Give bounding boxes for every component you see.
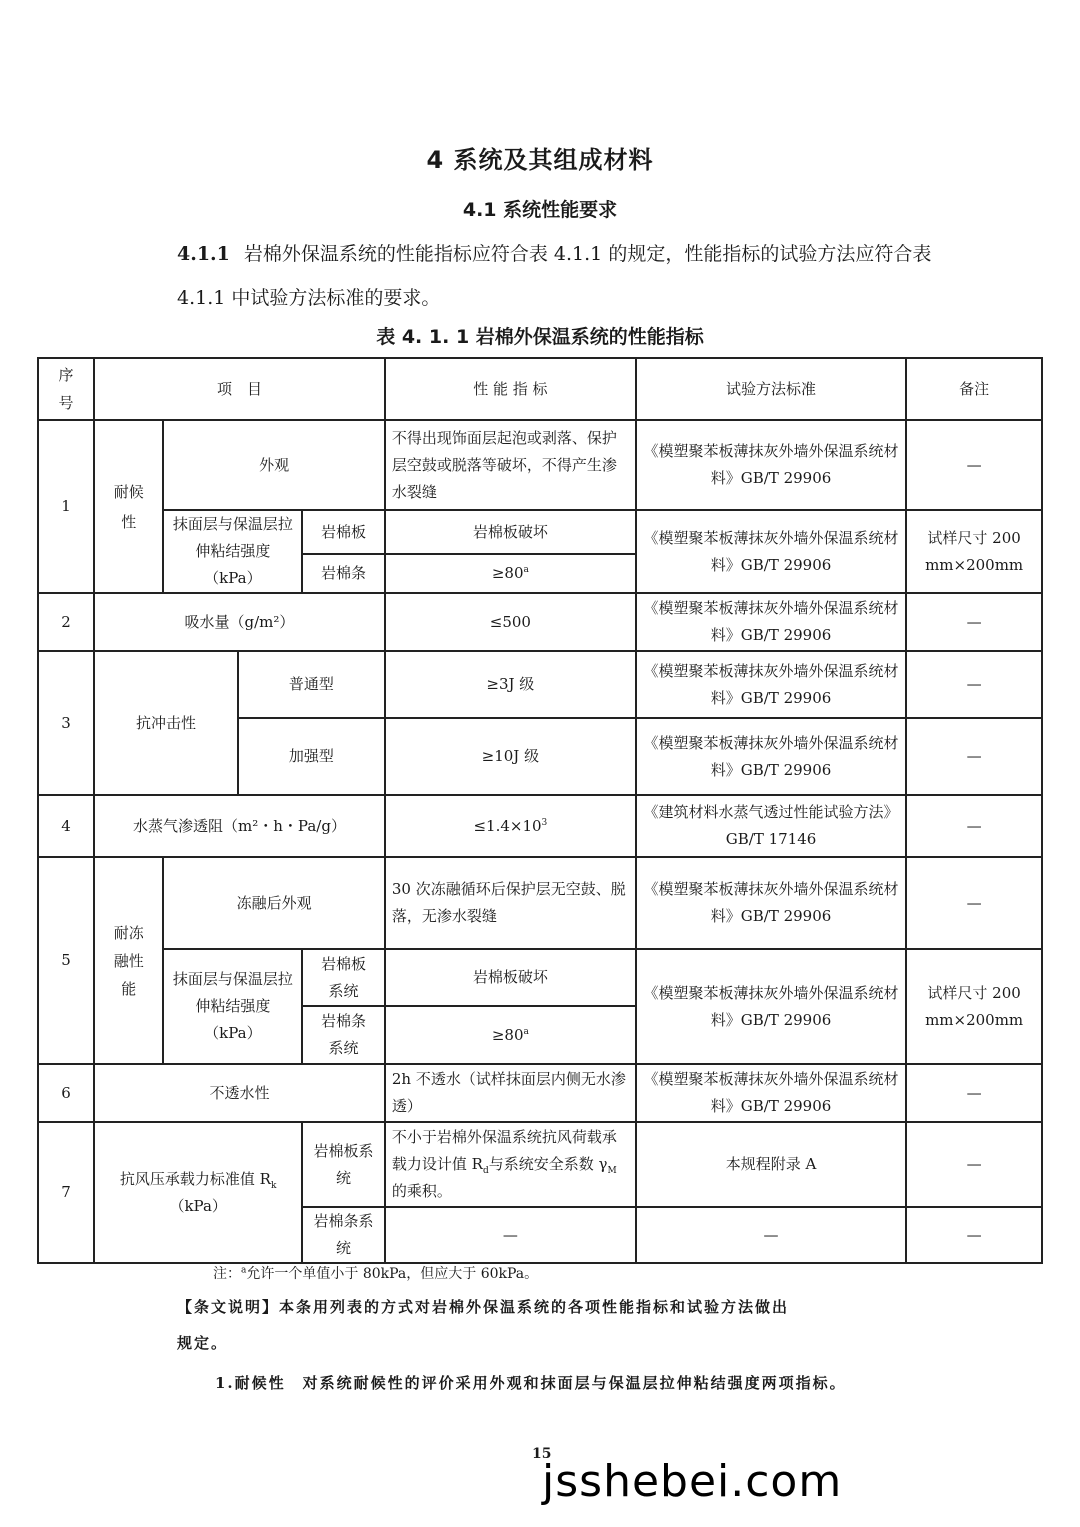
row7-board-method: 本规程附录 A bbox=[636, 1122, 906, 1207]
row1-bond: 抹面层与保温层拉伸粘结强度（kPa） bbox=[163, 510, 302, 593]
row7-item: 抗风压承载力标准值 $R_k$ （kPa） bbox=[94, 1122, 302, 1263]
row5-appearance-indicator: 30 次冻融循环后保护层无空鼓、脱落，无渗水裂缝 bbox=[385, 857, 636, 949]
page-number: 15 bbox=[532, 1446, 552, 1462]
row5-appearance-method: 《模塑聚苯板薄抹灰外墙外保温系统材料》GB/T 29906 bbox=[636, 857, 906, 949]
row3-normal-remark: — bbox=[906, 651, 1042, 718]
header-remark: 备注 bbox=[906, 358, 1042, 420]
clause-text: 岩棉外保温系统的性能指标应符合表 4.1.1 的规定，性能指标的试验方法应符合表 4.1.1 中试验方法标准的要求。 bbox=[177, 243, 932, 309]
row5-strip: 岩棉条系统 bbox=[302, 1006, 385, 1064]
row1-group: 耐候性 bbox=[94, 420, 163, 593]
clause-number: 4.1.1 bbox=[177, 243, 230, 265]
table-row bbox=[38, 420, 1042, 510]
row2-remark: — bbox=[906, 593, 1042, 651]
row1-appearance-remark: — bbox=[906, 420, 1042, 510]
row3-reinforced: 加强型 bbox=[238, 718, 385, 795]
row1-strip: 岩棉条 bbox=[302, 554, 385, 593]
row2-indicator: ≤500 bbox=[385, 593, 636, 651]
row2-method: 《模塑聚苯板薄抹灰外墙外保温系统材料》GB/T 29906 bbox=[636, 593, 906, 651]
row6-item: 不透水性 bbox=[94, 1064, 385, 1122]
row5-seq: 5 bbox=[38, 857, 94, 1064]
row7-seq: 7 bbox=[38, 1122, 94, 1263]
row1-bond-remark: 试样尺寸 200 mm×200mm bbox=[906, 510, 1042, 593]
row6-indicator: 2h 不透水（试样抹面层内侧无水渗透） bbox=[385, 1064, 636, 1122]
performance-table bbox=[37, 357, 1043, 1264]
row1-board-indicator: 岩棉板破坏 bbox=[385, 510, 636, 554]
row3-group: 抗冲击性 bbox=[94, 651, 238, 795]
row6-method: 《模塑聚苯板薄抹灰外墙外保温系统材料》GB/T 29906 bbox=[636, 1064, 906, 1122]
row4-remark: — bbox=[906, 795, 1042, 857]
row3-reinforced-remark: — bbox=[906, 718, 1042, 795]
row3-normal-indicator: ≥3J 级 bbox=[385, 651, 636, 718]
row2-item: 吸水量（g/m²） bbox=[94, 593, 385, 651]
row7-board-remark: — bbox=[906, 1122, 1042, 1207]
row4-indicator: $\le 1.4\times 10^3$ bbox=[385, 795, 636, 857]
table-row bbox=[38, 949, 1042, 1006]
row1-board: 岩棉板 bbox=[302, 510, 385, 554]
table-row bbox=[38, 1064, 1042, 1122]
row3-seq: 3 bbox=[38, 651, 94, 795]
header-seq: 序号 bbox=[38, 358, 94, 420]
table-row bbox=[38, 651, 1042, 718]
table-row bbox=[38, 857, 1042, 949]
explanation-line-1: 【条文说明】本条用列表的方式对岩棉外保温系统的各项性能指标和试验方法做出 bbox=[177, 1298, 790, 1316]
row5-appearance-remark: — bbox=[906, 857, 1042, 949]
row1-bond-method: 《模塑聚苯板薄抹灰外墙外保温系统材料》GB/T 29906 bbox=[636, 510, 906, 593]
row5-bond: 抹面层与保温层拉伸粘结强度（kPa） bbox=[163, 949, 302, 1064]
row1-strip-indicator: $\ge 80^a$ bbox=[385, 554, 636, 593]
table-row bbox=[38, 593, 1042, 651]
row7-strip-remark: — bbox=[906, 1207, 1042, 1263]
row5-group: 耐冻融性能 bbox=[94, 857, 163, 1064]
table-note: 注：$^a$允许一个单值小于 80kPa，但应大于 60kPa。 bbox=[213, 1265, 539, 1282]
row4-seq: 4 bbox=[38, 795, 94, 857]
table-row bbox=[38, 510, 1042, 554]
row5-bond-method: 《模塑聚苯板薄抹灰外墙外保温系统材料》GB/T 29906 bbox=[636, 949, 906, 1064]
row7-strip-method: — bbox=[636, 1207, 906, 1263]
header-item: 项 目 bbox=[94, 358, 385, 420]
table-header-row bbox=[38, 358, 1042, 420]
header-method: 试验方法标准 bbox=[636, 358, 906, 420]
table-caption: 表 4. 1. 1 岩棉外保温系统的性能指标 bbox=[376, 326, 704, 348]
row5-bond-remark: 试样尺寸 200 mm×200mm bbox=[906, 949, 1042, 1064]
row3-reinforced-method: 《模塑聚苯板薄抹灰外墙外保温系统材料》GB/T 29906 bbox=[636, 718, 906, 795]
explanation-line-3: 1.耐候性 对系统耐候性的评价采用外观和抹面层与保温层拉伸粘结强度两项指标。 bbox=[215, 1374, 847, 1392]
table-row bbox=[38, 795, 1042, 857]
row1-appearance-method: 《模塑聚苯板薄抹灰外墙外保温系统材料》GB/T 29906 bbox=[636, 420, 906, 510]
row6-seq: 6 bbox=[38, 1064, 94, 1122]
row7-board: 岩棉板系统 bbox=[302, 1122, 385, 1207]
row7-strip: 岩棉条系统 bbox=[302, 1207, 385, 1263]
row2-seq: 2 bbox=[38, 593, 94, 651]
row3-normal: 普通型 bbox=[238, 651, 385, 718]
clause-explanation bbox=[177, 1292, 917, 1398]
header-indicator: 性 能 指 标 bbox=[385, 358, 636, 420]
chapter-title: 4 系统及其组成材料 bbox=[426, 146, 654, 174]
row5-appearance: 冻融后外观 bbox=[163, 857, 384, 949]
explanation-line-2: 规定。 bbox=[177, 1334, 229, 1352]
watermark: jsshebei.com bbox=[542, 1456, 843, 1507]
row5-board: 岩棉板系统 bbox=[302, 949, 385, 1006]
row3-reinforced-indicator: ≥10J 级 bbox=[385, 718, 636, 795]
row4-method: 《建筑材料水蒸气透过性能试验方法》GB/T 17146 bbox=[636, 795, 906, 857]
row7-strip-indicator: — bbox=[385, 1207, 636, 1263]
row7-board-indicator: 不小于岩棉外保温系统抗风荷载承载力设计值 $R_d$与系统安全系数 $\gamma_M$ 的乘积。 bbox=[385, 1122, 636, 1207]
row3-normal-method: 《模塑聚苯板薄抹灰外墙外保温系统材料》GB/T 29906 bbox=[636, 651, 906, 718]
table-row bbox=[38, 1122, 1042, 1207]
clause-paragraph bbox=[177, 232, 937, 320]
row5-board-indicator: 岩棉板破坏 bbox=[385, 949, 636, 1006]
row1-seq: 1 bbox=[38, 420, 94, 593]
row4-item: 水蒸气渗透阻（m²・h・Pa/g） bbox=[94, 795, 385, 857]
row1-appearance: 外观 bbox=[163, 420, 384, 510]
row6-remark: — bbox=[906, 1064, 1042, 1122]
section-title: 4.1 系统性能要求 bbox=[462, 199, 618, 221]
row5-strip-indicator: $\ge 80^a$ bbox=[385, 1006, 636, 1064]
row1-appearance-indicator: 不得出现饰面层起泡或剥落、保护层空鼓或脱落等破坏，不得产生渗水裂缝 bbox=[385, 420, 636, 510]
